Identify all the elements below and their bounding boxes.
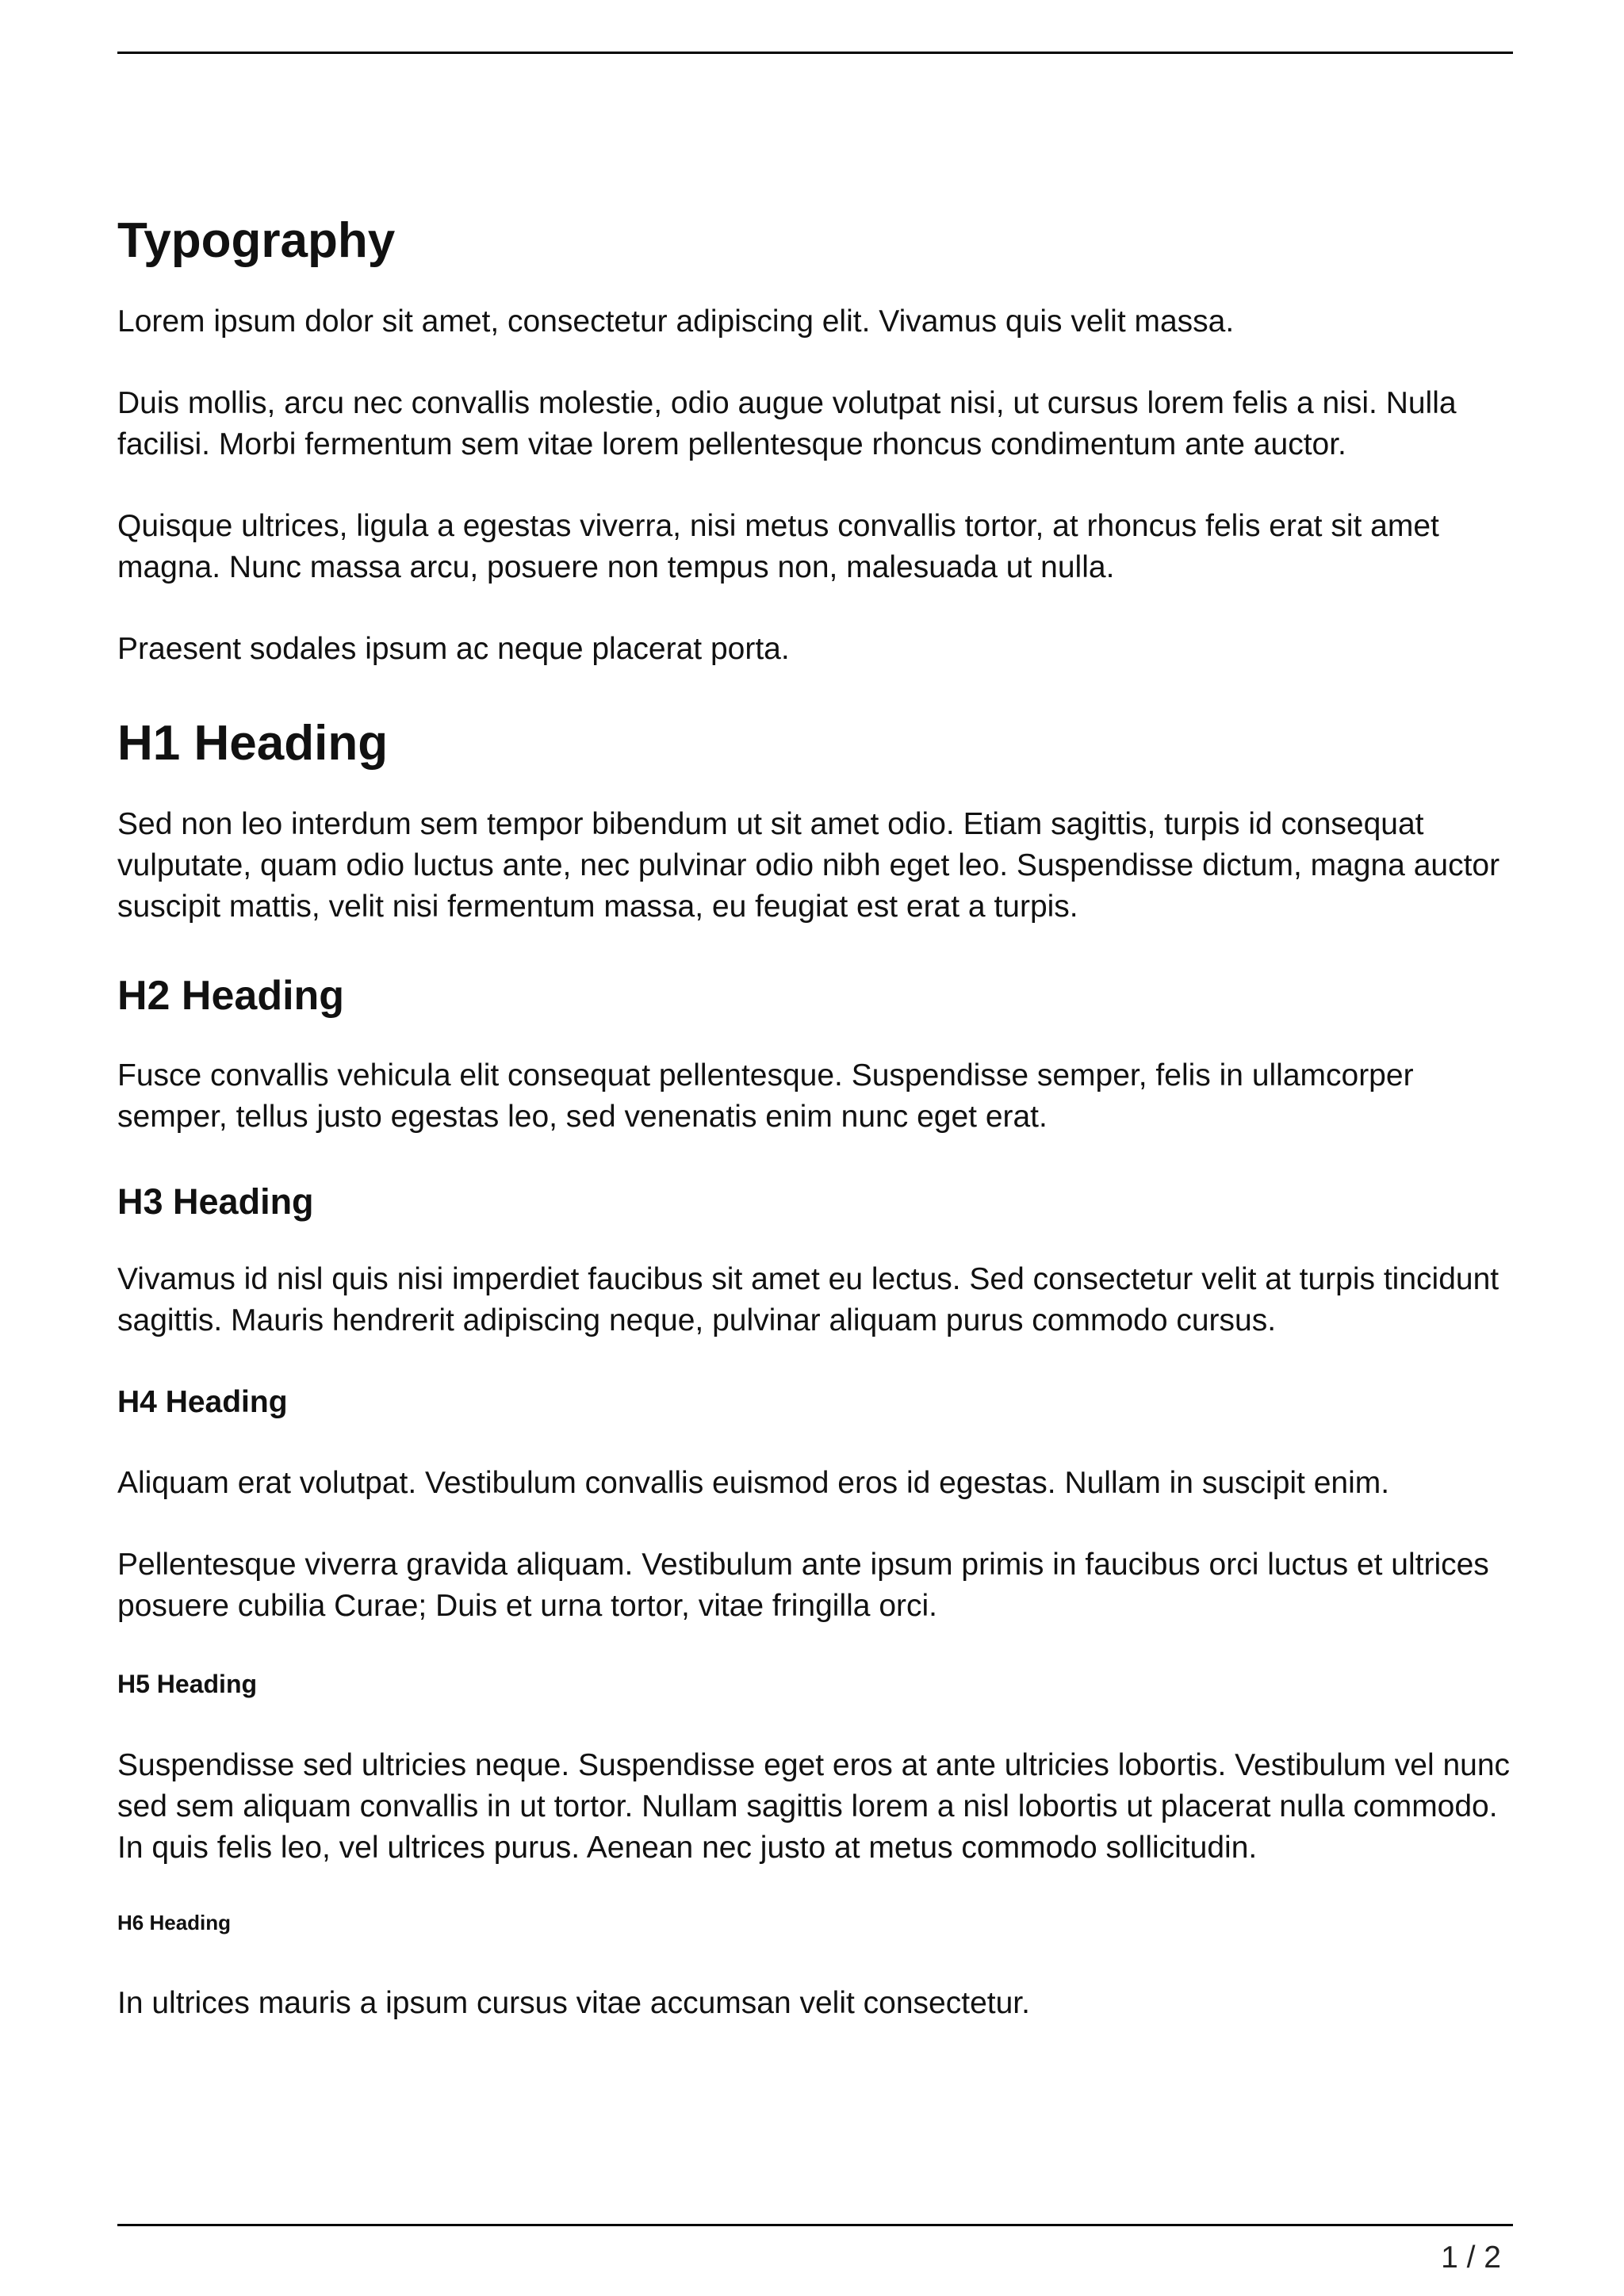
h1-section-paragraph: Sed non leo interdum sem tempor bibendum ut sit amet odio. Etiam sagittis, turpis id consequat vulputate, quam odio luctus ante, nec pulvinar odio nibh eget leo. Suspendisse dictum, magna auctor suscipit mattis, velit nisi fermentum massa, eu feugiat est erat a turpis. — [117, 807, 1500, 924]
footer-rule — [117, 2224, 1513, 2226]
h4-heading: H4 Heading — [117, 1385, 288, 1419]
h6-heading: H6 Heading — [117, 1911, 232, 1934]
intro-paragraph-1: Lorem ipsum dolor sit amet, consectetur adipiscing elit. Vivamus quis velit massa. — [117, 304, 1235, 339]
h6-section-paragraph: In ultrices mauris a ipsum cursus vitae accumsan velit consectetur. — [117, 1986, 1030, 2020]
intro-paragraph-4: Praesent sodales ipsum ac neque placerat porta. — [117, 632, 790, 666]
h2-heading: H2 Heading — [117, 973, 345, 1019]
header-rule — [117, 52, 1513, 54]
h2-section-paragraph: Fusce convallis vehicula elit consequat pellentesque. Suspendisse semper, felis in ullamcorper semper, tellus justo egestas leo, sed venenatis enim nunc eget erat. — [117, 1058, 1414, 1134]
h4-section-paragraph-2: Pellentesque viverra gravida aliquam. Vestibulum ante ipsum primis in faucibus orci luctus et ultrices posuere cubilia Curae; Duis et urna tortor, vitae fringilla orci. — [117, 1548, 1489, 1623]
intro-paragraph-3: Quisque ultrices, ligula a egestas viverra, nisi metus convallis tortor, at rhoncus felis erat sit amet magna. Nunc massa arcu, posuere non tempus non, malesuada ut nulla. — [117, 509, 1439, 584]
h3-heading: H3 Heading — [117, 1181, 314, 1222]
h5-section-paragraph: Suspendisse sed ultricies neque. Suspendisse eget eros at ante ultricies lobortis. Vestibulum vel nunc sed sem aliquam convallis in ut tortor. Nullam sagittis lorem a nisl lobortis ut placerat nulla commodo. In quis felis leo, vel ultrices purus. Aenean nec justo at metus commodo sollicitudin. — [117, 1748, 1511, 1865]
h3-section-paragraph: Vivamus id nisl quis nisi imperdiet faucibus sit amet eu lectus. Sed consectetur velit at turpis tincidunt sagittis. Mauris hendrerit adipiscing neque, pulvinar aliquam purus commodo cursus. — [117, 1262, 1500, 1337]
h5-heading: H5 Heading — [117, 1670, 258, 1698]
document-body — [117, 208, 1513, 2064]
h1-heading: H1 Heading — [117, 716, 389, 771]
intro-paragraph-2: Duis mollis, arcu nec convallis molestie, odio augue volutpat nisi, ut cursus lorem felis a nisi. Nulla facilisi. Morbi fermentum sem vitae lorem pellentesque rhoncus condimentum ante auctor. — [117, 386, 1457, 461]
page-title: Typography — [117, 213, 396, 268]
h4-section-paragraph-1: Aliquam erat volutpat. Vestibulum convallis euismod eros id egestas. Nullam in suscipit enim. — [117, 1466, 1390, 1500]
page-number: 1 / 2 — [1441, 2241, 1501, 2275]
